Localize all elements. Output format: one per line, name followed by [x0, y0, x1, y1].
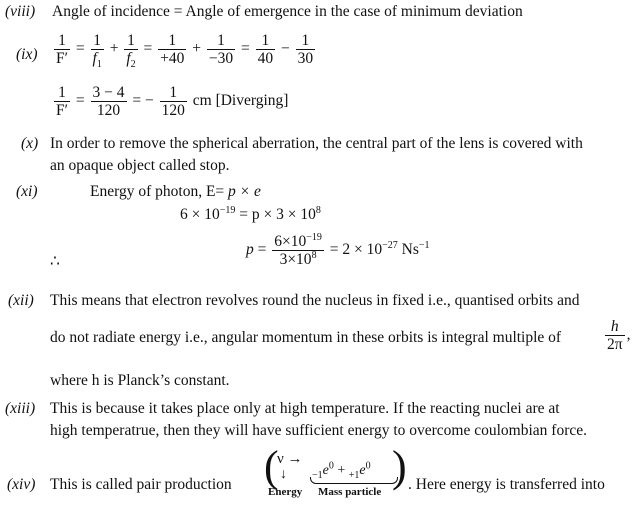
- item-text-viii: Angle of incidence = Angle of emergence in the case of minimum deviation: [52, 3, 523, 20]
- item-text-xiv: This is called pair production: [50, 476, 232, 493]
- equation-ix-2: $\frac{1}{F'}$ = $\frac{3 - 4}{120}$ = − $\frac{1}{120}$ cm [Diverging]: [56, 84, 289, 119]
- pair-production-diagram: ( ν → ↓ $_{-1}e^0 + _{+1}e^0$ ) Energy Mass particle: [264, 442, 407, 498]
- item-number-xiii: (xiii): [5, 400, 36, 417]
- h-over-2pi-fraction: $\frac{h}{2\pi}$ ,: [607, 318, 631, 353]
- item-text-xii-line3: where h is Planck’s constant.: [50, 372, 230, 389]
- photon-energy-line: Energy of photon, E= p × e: [90, 183, 261, 200]
- item-text-x-line1: In order to remove the spherical aberration, the central part of the lens is covered with: [50, 135, 583, 152]
- equation-ix-1: $\frac{1}{F'}$ = $\frac{1}{f_1}$ + $\frac{1}{f_2}$ = $\frac{1}{+40}$ + $\frac{1}{-30}$ = $\frac{1}{40}$ − $\frac{1}{30}$: [56, 32, 314, 71]
- item-number-xiv: (xiv): [7, 476, 36, 493]
- item-text-x-line2: an opaque object called stop.: [50, 157, 230, 174]
- item-number-xii: (xii): [8, 292, 34, 309]
- item-number-xi: (xi): [16, 183, 38, 200]
- item-text-xii-line1: This means that electron revolves round the nucleus in fixed i.e., quantised orbits and: [50, 292, 580, 309]
- item-text-xii-line2: do not radiate energy i.e., angular momentum in these orbits is integral multiple of: [50, 329, 562, 346]
- therefore-symbol: ∴: [50, 253, 60, 270]
- photon-momentum-result: p = $\frac{6\times 10^{-19}}{3\times 10^8}$ = $2 \times 10^{-27}$ $Ns^{-1}$: [246, 231, 430, 268]
- item-text-xiv-tail: . Here energy is transferred into: [408, 476, 605, 493]
- item-number-viii: (viii): [5, 3, 36, 20]
- item-number-x: (x): [21, 135, 39, 152]
- item-number-ix: (ix): [16, 46, 38, 63]
- item-text-xiii-line2: high temperatrue, then they will have sufficient energy to overcome coulombian force.: [50, 422, 588, 439]
- item-text-xiii-line1: This is because it takes place only at high temperature. If the reacting nuclei are at: [50, 400, 560, 417]
- photon-momentum-equation: $6 \times 10^{-19} = p \times 3 \times 10^8$: [180, 204, 321, 223]
